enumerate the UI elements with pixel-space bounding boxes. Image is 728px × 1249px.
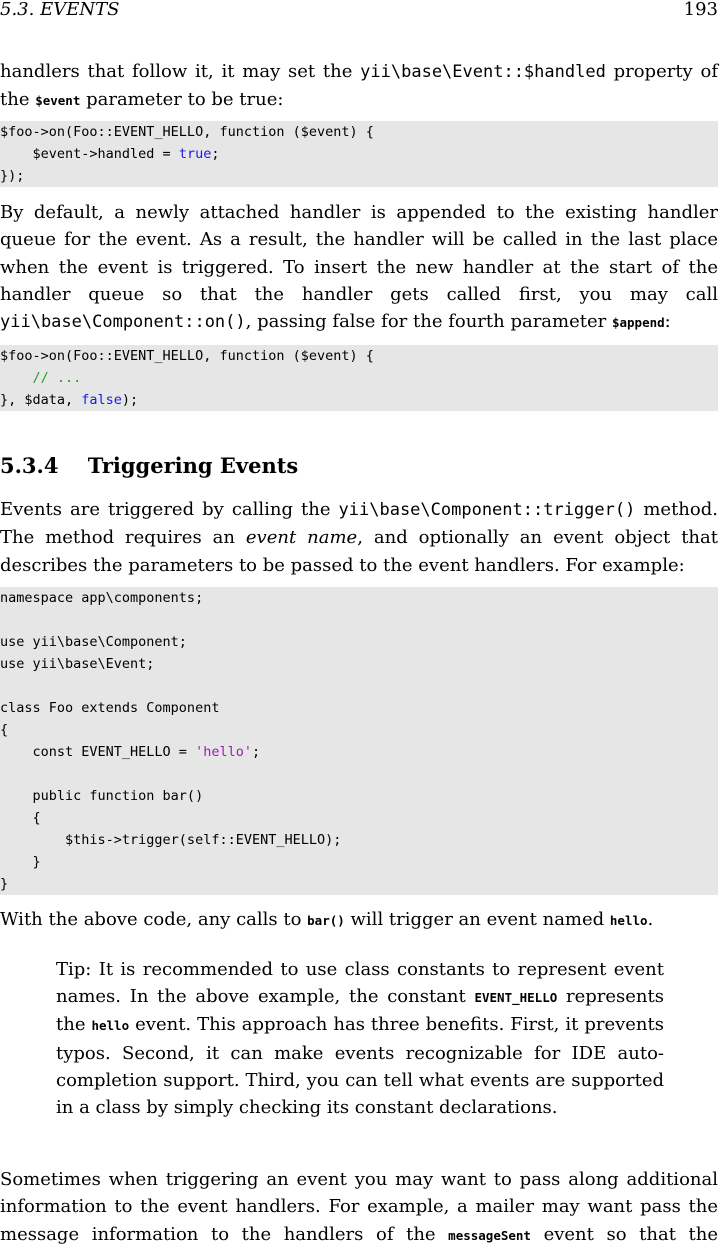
inline-code-event-hello-const: EVENT_HELLO: [474, 990, 558, 1006]
code-line-blank: [0, 675, 718, 697]
inline-code-trigger: yii\base\Component::trigger(): [338, 500, 636, 520]
code-line: // ...: [32, 370, 82, 386]
code-line-blank: [0, 763, 718, 785]
header-section: 5.3. EVENTS: [0, 0, 120, 20]
inline-code-message-sent: messageSent: [448, 1227, 531, 1243]
text: property of the: [0, 61, 718, 111]
text: :: [664, 311, 671, 333]
code-line: const EVENT_HELLO = 'hello';: [0, 744, 261, 760]
paragraph-triggering: [0, 496, 718, 579]
code-line: $this->trigger(self::EVENT_HELLO);: [0, 832, 342, 848]
text: parameter to be true:: [80, 89, 284, 111]
inline-code-append: $append: [611, 315, 665, 331]
text: will trigger an event named: [344, 909, 610, 930]
paragraph-above-code: [0, 906, 718, 934]
text: .: [647, 909, 654, 930]
code-line: {: [0, 810, 41, 826]
inline-code-bar: bar(): [307, 913, 345, 928]
code-block-append: [0, 345, 718, 411]
inline-code-component-on: yii\base\Component::on(): [0, 312, 246, 333]
paragraph-handled: [0, 58, 718, 115]
code-line: use yii\base\Component;: [0, 634, 187, 650]
code-line: $foo->on(Foo::EVENT_HELLO, function ($event) {: [0, 124, 374, 140]
code-line: }: [0, 876, 9, 892]
inline-code-hello: hello: [609, 913, 648, 928]
section-number: 5.3.4: [0, 453, 59, 478]
text: method. The method requires an: [0, 499, 718, 549]
text: event so that the: [530, 1223, 718, 1245]
inline-code-event: $event: [35, 93, 81, 109]
code-line: $foo->on(Foo::EVENT_HELLO, function ($event) {: [0, 348, 374, 364]
paragraph-additional-info: [0, 1166, 718, 1249]
section-heading: [0, 452, 298, 480]
tip-note: [56, 956, 664, 1121]
text: , passing false for the fourth parameter: [245, 311, 612, 333]
code-block-handled: [0, 121, 718, 187]
section-title: Triggering Events: [87, 453, 299, 478]
code-line: namespace app\components;: [0, 590, 204, 606]
text: Events are triggered by calling the: [0, 499, 339, 520]
page-number: 193: [683, 0, 718, 20]
code-line: {: [0, 722, 9, 738]
text: Sometimes when triggering an event you may want to pass along additional information to the event handlers. For example, a mailer may want pass the message information to the handlers of the: [0, 1169, 718, 1245]
text: represents the: [56, 986, 664, 1036]
code-line: use yii\base\Event;: [0, 656, 155, 672]
paragraph-default-append: [0, 199, 718, 336]
emphasis-event-name: event name: [245, 527, 358, 549]
code-line-blank: [0, 609, 718, 631]
code-block-trigger-example: [0, 587, 718, 895]
code-line: });: [0, 168, 25, 184]
code-line: }: [0, 854, 41, 870]
text: With the above code, any calls to: [0, 909, 308, 930]
code-line: }, $data, false);: [0, 392, 139, 408]
code-line: class Foo extends Component: [0, 700, 220, 716]
code-line: $event->handled = true;: [0, 146, 220, 162]
text: By default, a newly attached handler is appended to the existing handler queue for the event. As a result, the handler will be called in the last place when the event is triggered. To insert the new handler at the start of the handler queue so that the handler gets called first, you may call: [0, 202, 718, 305]
code-line: public function bar(): [0, 788, 204, 804]
text: , and optionally an event object that describes the parameters to be passed to the event handlers. For example:: [0, 527, 718, 576]
inline-code-handled: yii\base\Event::$handled: [360, 62, 606, 82]
text: handlers that follow it, it may set the: [0, 61, 361, 82]
text: event. This approach has three benefits. First, it prevents typos. Second, it can make events recognizable for IDE auto-completion support. Third, you can tell what events are supported in a class by simply checking its constant declarations.: [56, 1014, 664, 1119]
text: Tip: It is recommended to use class constants to represent event names. In the above example, the constant: [56, 959, 664, 1008]
inline-code-hello: hello: [91, 1018, 130, 1034]
